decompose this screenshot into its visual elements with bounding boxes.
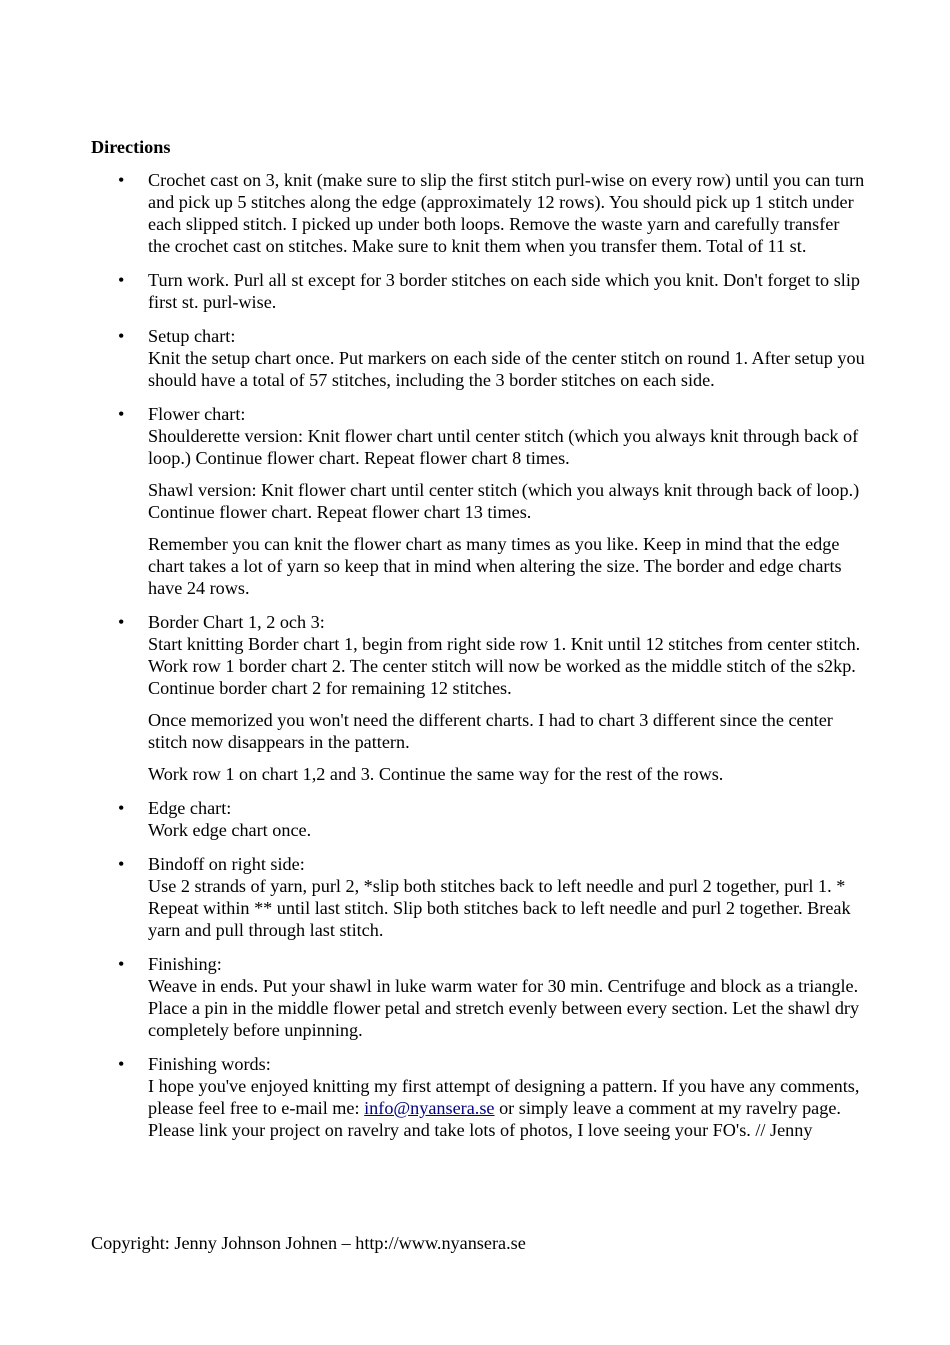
text-before-email: I hope you've enjoyed knitting my first attempt of designing a pattern. If you have any comments, please feel free to e-mail me: [148,1076,860,1118]
item-title: Finishing words: [148,1054,271,1074]
copyright-footer: Copyright: Jenny Johnson Johnen – http://www.nyansera.se [91,1233,526,1253]
item-paragraph: Start knitting Border chart 1, begin from right side row 1. Knit until 12 stitches from center stitch. Work row 1 border chart 2. The center stitch will now be worked as the middle stitch of the s2kp. Continue border chart 2 for remaining 12 stitches. [148,634,861,698]
list-item [91,797,866,841]
directions-heading: Directions [91,137,171,157]
list-item [91,169,866,257]
email-link[interactable]: info@nyansera.se [364,1098,495,1118]
item-paragraph: Work row 1 on chart 1,2 and 3. Continue the same way for the rest of the rows. [148,764,724,784]
list-item [91,611,866,785]
bullet: • [118,170,125,190]
item-title: Edge chart: [148,798,232,818]
item-title: Setup chart: [148,326,236,346]
item-paragraph: Knit the setup chart once. Put markers on each side of the center stitch on round 1. After setup you should have a total of 57 stitches, including the 3 border stitches on each side. [148,348,865,390]
bullet: • [118,270,125,290]
bullet: • [118,798,125,818]
list-item [91,325,866,391]
item-paragraph: Work edge chart once. [148,820,312,840]
list-item [91,953,866,1041]
bullet: • [118,854,125,874]
item-paragraph: Weave in ends. Put your shawl in luke warm water for 30 min. Centrifuge and block as a triangle. Place a pin in the middle flower petal and stretch evenly between every section. Let the shawl dry completely before unpinning. [148,976,860,1040]
item-paragraph: Shoulderette version: Knit flower chart until center stitch (which you always knit through back of loop.) Continue flower chart. Repeat flower chart 8 times. [148,426,859,468]
item-paragraph: Remember you can knit the flower chart as many times as you like. Keep in mind that the edge chart takes a lot of yarn so keep that in mind when altering the size. The border and edge charts have 24 rows. [148,534,842,598]
bullet: • [118,612,125,632]
list-item [91,853,866,941]
item-title: Border Chart 1, 2 och 3: [148,612,325,632]
item-paragraph: Crochet cast on 3, knit (make sure to slip the first stitch purl-wise on every row) until you can turn and pick up 5 stitches along the edge (approximately 12 rows). You should pick up 1 stitch under each slipped stitch. I picked up under both loops. Remove the waste yarn and carefully transfer the crochet cast on stitches. Make sure to knit them when you transfer them. Total of 11 st. [148,170,865,256]
bullet: • [118,326,125,346]
directions-list [91,169,866,1141]
item-paragraph: Once memorized you won't need the different charts. I had to chart 3 different since the center stitch now disappears in the pattern. [148,710,833,752]
list-item [91,403,866,599]
text-after-email: or simply leave a comment at my ravelry page. Please link your project on ravelry and take lots of photos, I love seeing your FO's. // Jenny [148,1098,841,1140]
document-body [91,136,866,1153]
list-item [91,269,866,313]
item-paragraph: Shawl version: Knit flower chart until center stitch (which you always knit through back of loop.) Continue flower chart. Repeat flower chart 13 times. [148,480,860,522]
list-item-finishing-words [91,1053,866,1141]
bullet: • [118,1054,125,1074]
item-title: Flower chart: [148,404,246,424]
item-title: Finishing: [148,954,222,974]
item-paragraph: Use 2 strands of yarn, purl 2, *slip both stitches back to left needle and purl 2 together, purl 1. * Repeat within ** until last stitch. Slip both stitches back to left needle and purl 2 together. Break yarn and pull through last stitch. [148,876,851,940]
item-title: Bindoff on right side: [148,854,305,874]
bullet: • [118,954,125,974]
item-paragraph: Turn work. Purl all st except for 3 border stitches on each side which you knit. Don't forget to slip first st. purl-wise. [148,270,860,312]
bullet: • [118,404,125,424]
item-paragraph [148,1075,866,1141]
